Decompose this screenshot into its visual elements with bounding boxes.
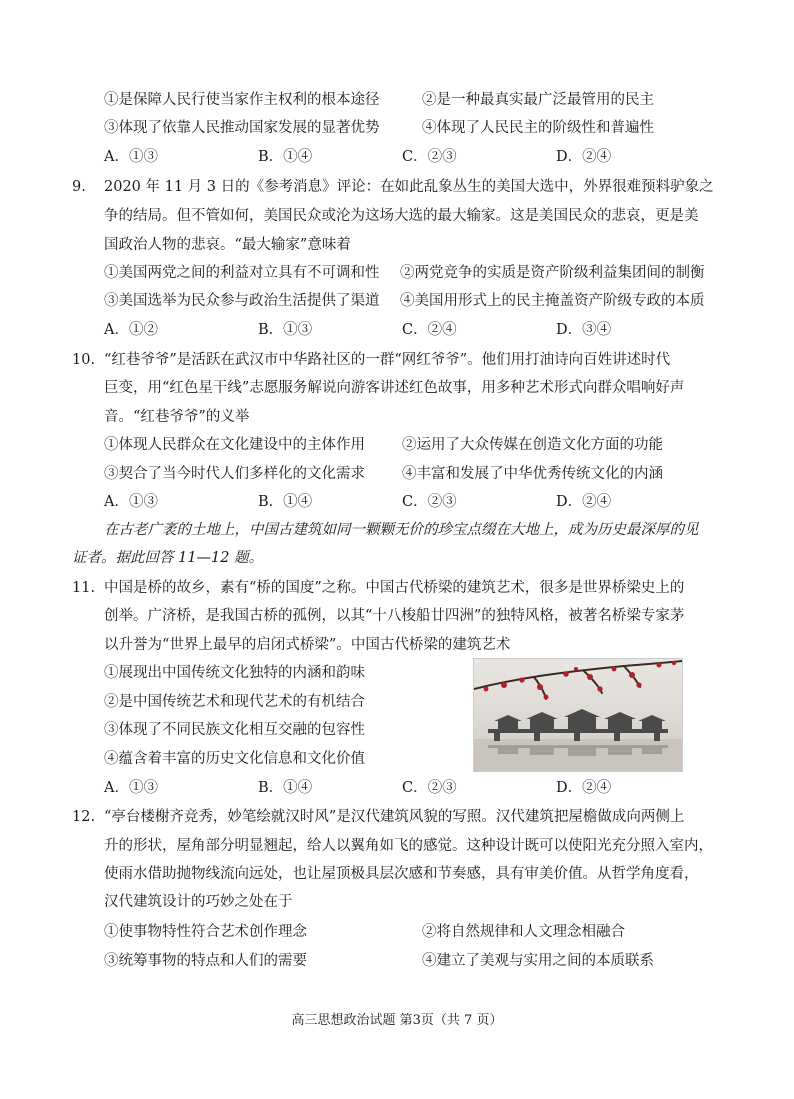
q10-statement-3: ③契合了当今时代人们多样化的文化需求: [104, 466, 365, 482]
q9-stem-line-3: 国政治人物的悲哀。“最大输家”意味着: [104, 237, 351, 253]
q11-option-d: D．②④: [556, 780, 612, 796]
q12-stem-line-3: 使雨水借助抛物线流向远处，也让屋顶极具层次感和节奏感，具有审美价值。从哲学角度看，: [104, 866, 699, 882]
q11-statement-3: ③体现了不同民族文化相互交融的包容性: [104, 722, 365, 738]
q10-statement-2: ②运用了大众传媒在创造文化方面的功能: [402, 437, 663, 453]
q9-option-a: A．①②: [104, 322, 158, 338]
q8-option-b: B．①④: [258, 149, 313, 165]
q8-statement-2: ②是一种最真实最广泛最管用的民主: [422, 92, 654, 108]
q9-statement-2: ②两党竞争的实质是资产阶级利益集团间的制衡: [400, 265, 705, 281]
q10-stem-line-1: “红巷爷爷”是活跃在武汉市中华路社区的一群“网红爷爷”。他们用打油诗向百姓讲述时代: [104, 352, 671, 368]
q8-option-a: A．①③: [104, 149, 158, 165]
q9-number: 9.: [72, 179, 86, 195]
q8-statement-3: ③体现了依靠人民推动国家发展的显著优势: [104, 120, 380, 136]
q9-stem-line-1: 2020 年 11 月 3 日的《参考消息》评论：在如此乱象丛生的美国大选中，外界很难预料驴象之: [104, 179, 714, 195]
q8-statement-1: ①是保障人民行使当家作主权利的根本途径: [104, 92, 380, 108]
q11-number: 11.: [72, 580, 96, 596]
q11-option-c: C．②③: [402, 780, 457, 796]
q8-option-c: C．②③: [402, 149, 457, 165]
guangji-bridge-photo: [473, 658, 683, 772]
q9-stem-line-2: 争的结局。但不管如何，美国民众或沦为这场大选的最大输家。这是美国民众的悲哀，更是美: [104, 208, 699, 224]
q10-statement-1: ①体现人民群众在文化建设中的主体作用: [104, 437, 365, 453]
group-intro-line-2: 证者。据此回答 11—12 题。: [72, 550, 264, 566]
q10-option-c: C．②③: [402, 494, 457, 510]
q12-statement-4: ④建立了美观与实用之间的本质联系: [422, 953, 654, 969]
q9-statement-1: ①美国两党之间的利益对立具有不可调和性: [104, 265, 380, 281]
q10-option-d: D．②④: [556, 494, 612, 510]
q9-option-c: C．②④: [402, 322, 457, 338]
q9-statement-4: ④美国用形式上的民主掩盖资产阶级专政的本质: [400, 293, 705, 309]
q10-option-b: B．①④: [258, 494, 313, 510]
q10-option-a: A．①③: [104, 494, 158, 510]
q11-stem-line-2: 创举。广济桥，是我国古桥的孤例，以其“十八梭船廿四洲”的独特风格，被著名桥梁专家茅: [104, 608, 685, 624]
q11-statement-4: ④蕴含着丰富的历史文化信息和文化价值: [104, 751, 365, 767]
q9-statement-3: ③美国选举为民众参与政治生活提供了渠道: [104, 293, 380, 309]
q11-statement-1: ①展现出中国传统文化独特的内涵和韵味: [104, 665, 365, 681]
q12-stem-line-4: 汉代建筑设计的巧妙之处在于: [104, 894, 293, 910]
q12-statement-1: ①使事物特性符合艺术创作理念: [104, 924, 307, 940]
q11-stem-line-3: 以升誉为“世界上最早的启闭式桥梁”。中国古代桥梁的建筑艺术: [104, 637, 511, 653]
q10-statement-4: ④丰富和发展了中华优秀传统文化的内涵: [402, 466, 663, 482]
q11-option-b: B．①④: [258, 780, 313, 796]
q8-statement-4: ④体现了人民民主的阶级性和普遍性: [422, 120, 654, 136]
page-footer: 高三思想政治试题 第3页（共 7 页）: [291, 1013, 503, 1028]
q11-statement-2: ②是中国传统艺术和现代艺术的有机结合: [104, 694, 365, 710]
q9-option-d: D．③④: [556, 322, 612, 338]
q10-number: 10.: [72, 352, 96, 368]
q12-number: 12.: [72, 809, 96, 825]
q10-stem-line-3: 音。“红巷爷爷”的义举: [104, 409, 250, 425]
q12-statement-2: ②将自然规律和人文理念相融合: [422, 924, 625, 940]
q8-option-d: D．②④: [556, 149, 612, 165]
q10-stem-line-2: 巨变，用“红色星干线”志愿服务解说向游客讲述红色故事，用多种艺术形式向群众唱响好声: [104, 380, 685, 396]
q12-stem-line-1: “亭台楼榭齐竞秀，妙笔绘就汉时风”是汉代建筑风貌的写照。汉代建筑把屋檐做成向两侧上: [104, 809, 685, 825]
q11-stem-line-1: 中国是桥的故乡，素有“桥的国度”之称。中国古代桥梁的建筑艺术，很多是世界桥梁史上的: [104, 580, 685, 596]
q12-stem-line-2: 升的形状，屋角部分明显翘起，给人以翼角如飞的感觉。这种设计既可以使阳光充分照入室内，: [104, 838, 713, 854]
group-intro-line-1: 在古老广袤的土地上，中国古建筑如同一颗颗无价的珍宝点缀在大地上，成为历史最深厚的见: [104, 522, 699, 538]
q12-statement-3: ③统筹事物的特点和人们的需要: [104, 953, 307, 969]
q11-option-a: A．①③: [104, 780, 158, 796]
q9-option-b: B．①③: [258, 322, 313, 338]
